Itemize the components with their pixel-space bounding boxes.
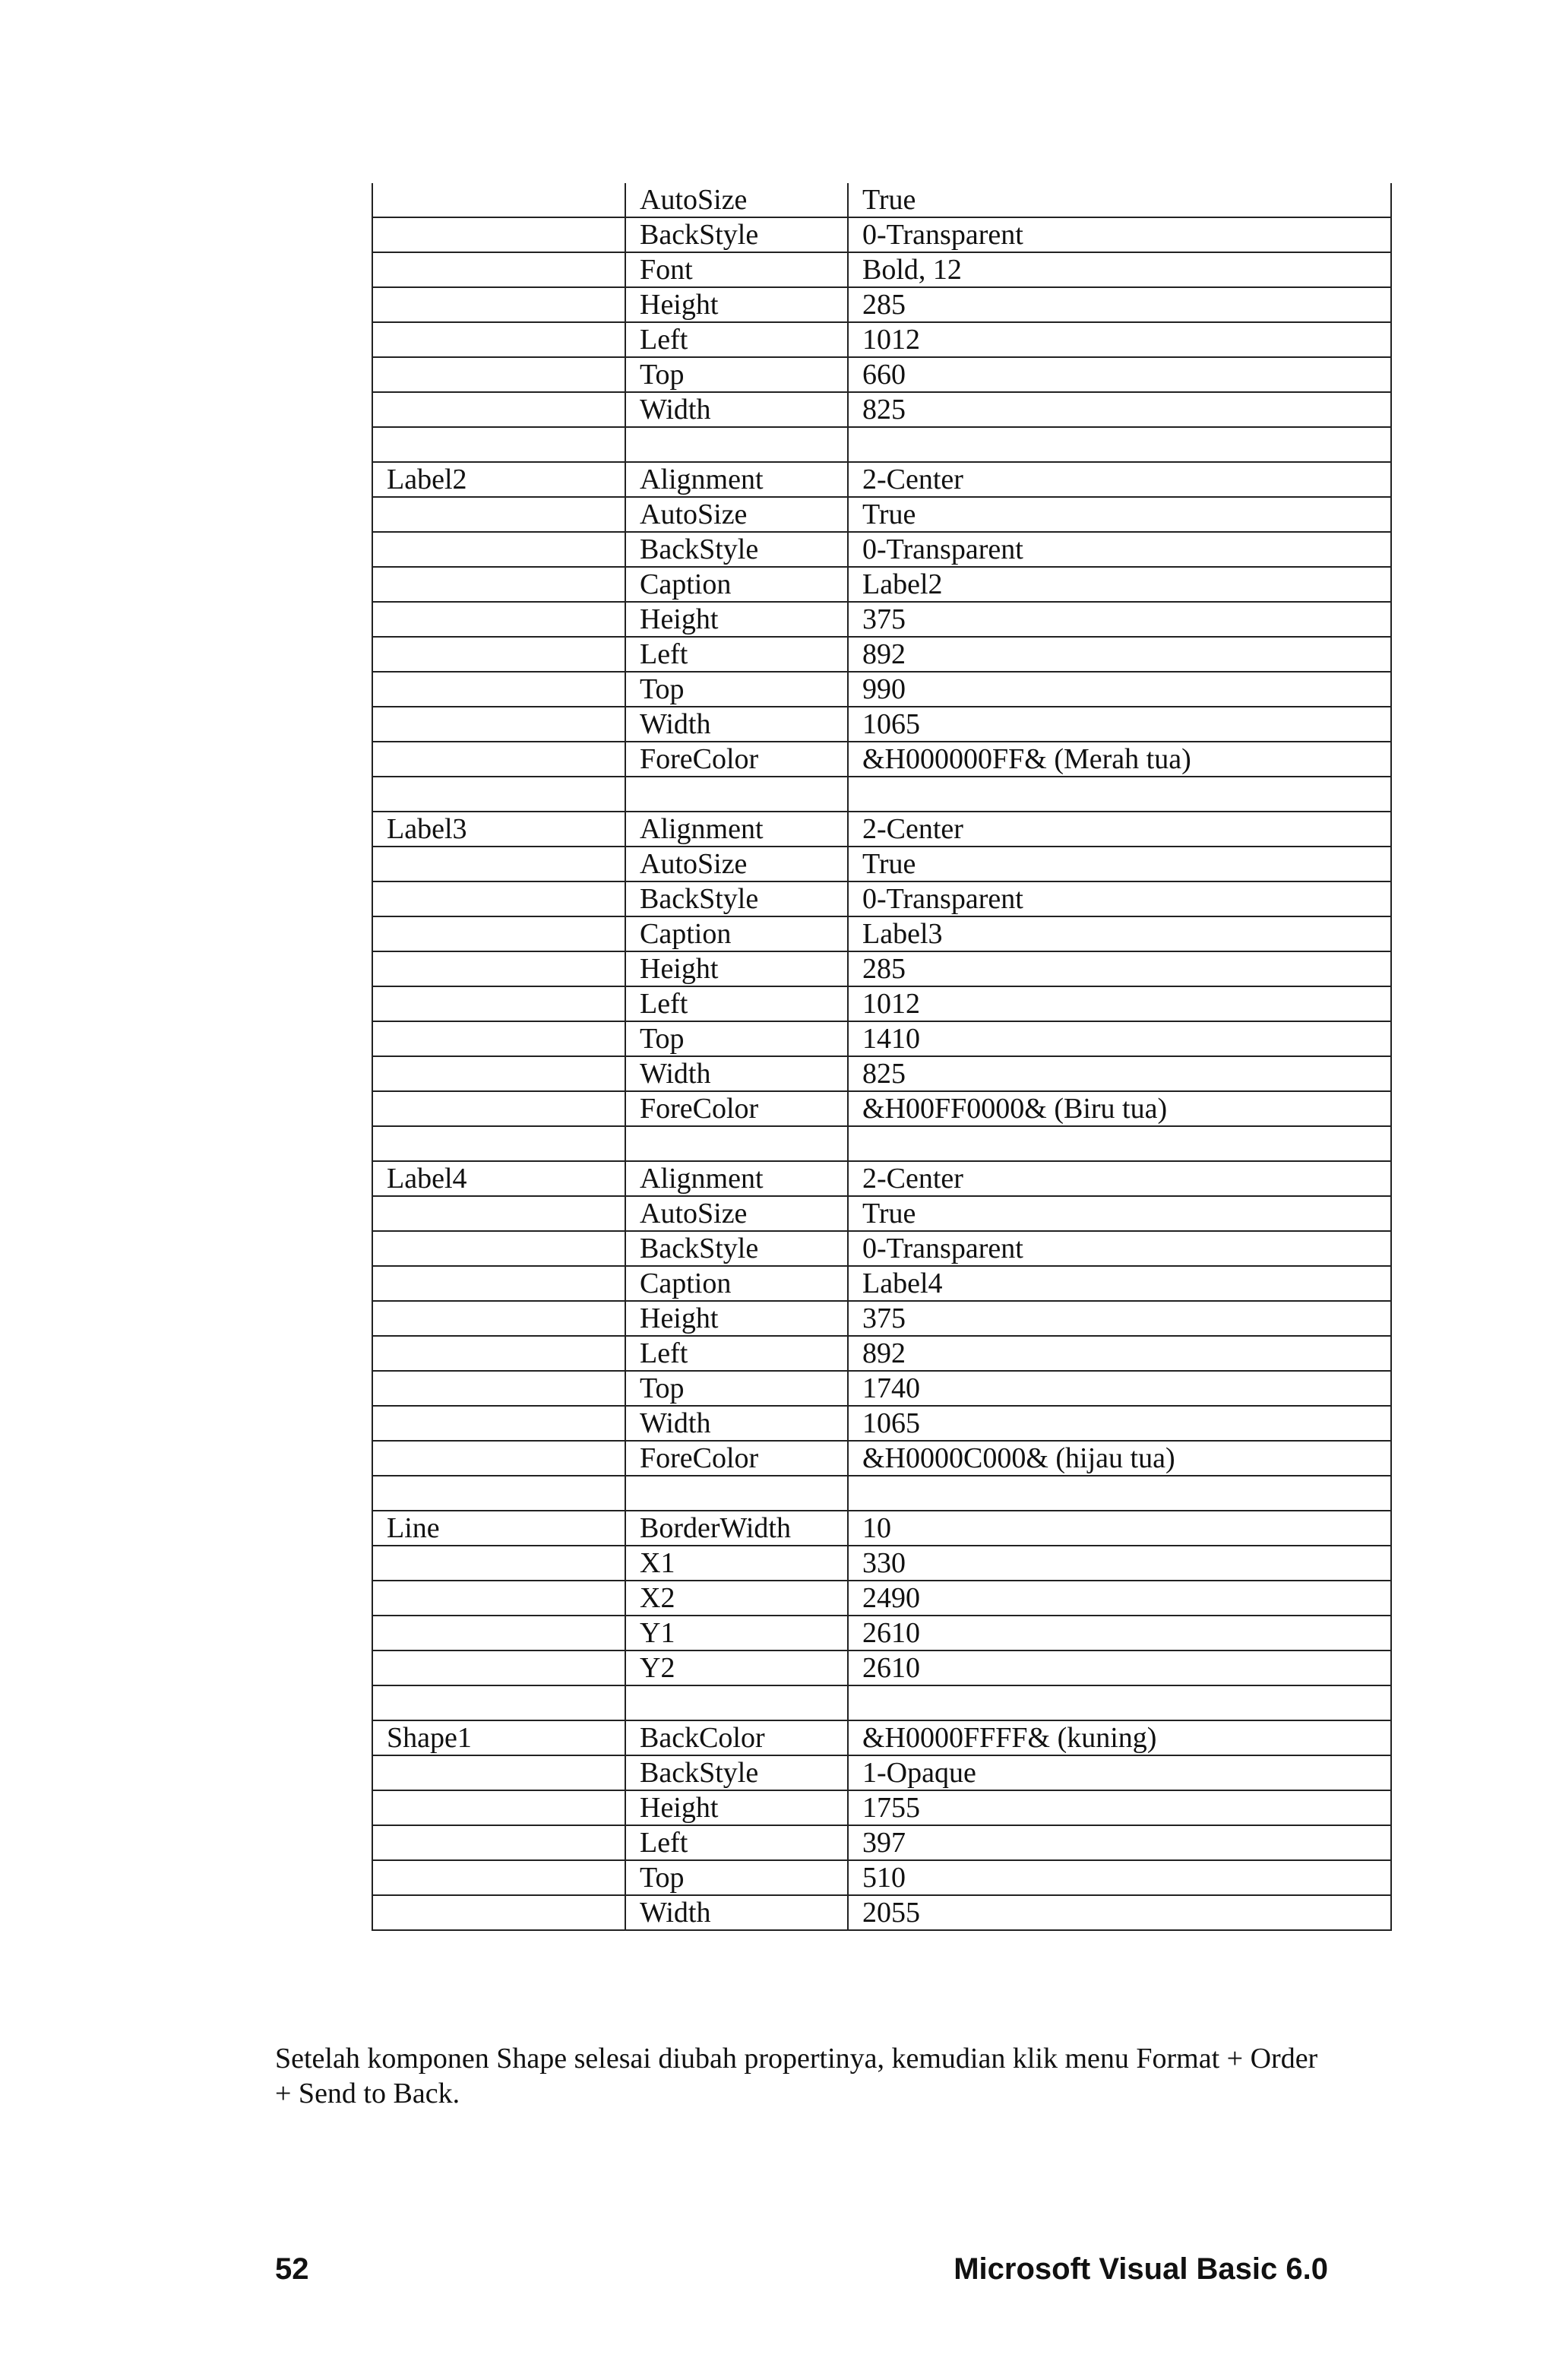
object-name-cell [372,1441,625,1476]
object-name-cell [372,1860,625,1895]
property-value-cell: Label3 [848,916,1391,951]
object-name-cell: Label3 [372,812,625,847]
table-row [372,1161,1391,1196]
property-name-cell: Left [625,322,848,357]
property-value-cell: 825 [848,1056,1391,1091]
property-name-cell: AutoSize [625,497,848,532]
table-row [372,427,1391,462]
object-name-cell [372,1266,625,1301]
table-row [372,951,1391,986]
object-name-cell [372,1476,625,1511]
property-value-cell: 892 [848,1336,1391,1371]
property-name-cell: Height [625,951,848,986]
table-row [372,1860,1391,1895]
table-row [372,1790,1391,1825]
object-name-cell [372,986,625,1021]
object-name-cell [372,497,625,532]
property-value-cell: 397 [848,1825,1391,1860]
object-name-cell: Label4 [372,1161,625,1196]
property-value-cell: Label4 [848,1266,1391,1301]
property-name-cell: Y2 [625,1650,848,1685]
property-value-cell: 10 [848,1511,1391,1546]
instruction-paragraph: Setelah komponen Shape selesai diubah propertinya, kemudian klik menu Format + Order + Send to Back. [275,2043,1318,2109]
table-row [372,532,1391,567]
table-row [372,462,1391,497]
property-name-cell: Caption [625,916,848,951]
property-value-cell: Bold, 12 [848,252,1391,287]
property-name-cell: BackStyle [625,1231,848,1266]
object-name-cell [372,183,625,217]
property-value-cell [848,777,1391,812]
object-name-cell [372,392,625,427]
table-row [372,252,1391,287]
object-name-cell [372,1196,625,1231]
table-row [372,1091,1391,1126]
table-row [372,567,1391,602]
property-name-cell: Left [625,1336,848,1371]
property-value-cell: &H000000FF& (Merah tua) [848,742,1391,777]
property-name-cell: Width [625,1056,848,1091]
table-row [372,1021,1391,1056]
object-name-cell: Line [372,1511,625,1546]
property-value-cell: 375 [848,1301,1391,1336]
table-row [372,1056,1391,1091]
object-name-cell [372,637,625,672]
object-name-cell: Label2 [372,462,625,497]
property-value-cell: 1012 [848,986,1391,1021]
table-row [372,1546,1391,1581]
table-row [372,1581,1391,1616]
property-name-cell: Left [625,637,848,672]
table-row [372,847,1391,881]
property-value-cell: 0-Transparent [848,217,1391,252]
object-name-cell: Shape1 [372,1720,625,1755]
property-name-cell: X1 [625,1546,848,1581]
property-value-cell: &H0000FFFF& (kuning) [848,1720,1391,1755]
property-name-cell: ForeColor [625,1091,848,1126]
properties-table [372,183,1392,1931]
object-name-cell [372,1790,625,1825]
property-value-cell: 2490 [848,1581,1391,1616]
property-name-cell [625,1476,848,1511]
table-row [372,1476,1391,1511]
property-name-cell: Width [625,707,848,742]
property-value-cell: 510 [848,1860,1391,1895]
property-value-cell: 285 [848,287,1391,322]
object-name-cell [372,1895,625,1930]
table-row [372,1231,1391,1266]
object-name-cell [372,1336,625,1371]
table-row [372,986,1391,1021]
object-name-cell [372,1616,625,1650]
table-row [372,322,1391,357]
property-name-cell: BorderWidth [625,1511,848,1546]
property-name-cell [625,1685,848,1720]
object-name-cell [372,1546,625,1581]
object-name-cell [372,707,625,742]
property-value-cell: 1740 [848,1371,1391,1406]
table-row [372,357,1391,392]
object-name-cell [372,1231,625,1266]
property-name-cell: X2 [625,1581,848,1616]
table-row [372,1720,1391,1755]
property-name-cell: Left [625,986,848,1021]
property-name-cell [625,777,848,812]
table-row [372,217,1391,252]
property-value-cell [848,1685,1391,1720]
property-value-cell: 990 [848,672,1391,707]
property-name-cell: Font [625,252,848,287]
object-name-cell [372,1825,625,1860]
property-value-cell: 1012 [848,322,1391,357]
property-name-cell: BackStyle [625,217,848,252]
property-value-cell: 2610 [848,1616,1391,1650]
object-name-cell [372,532,625,567]
property-name-cell: AutoSize [625,1196,848,1231]
property-name-cell: Left [625,1825,848,1860]
table-row [372,1301,1391,1336]
property-name-cell: Top [625,672,848,707]
object-name-cell [372,217,625,252]
object-name-cell [372,567,625,602]
property-value-cell: True [848,1196,1391,1231]
object-name-cell [372,1650,625,1685]
table-row [372,287,1391,322]
property-value-cell: 330 [848,1546,1391,1581]
object-name-cell [372,602,625,637]
property-name-cell: Top [625,357,848,392]
object-name-cell [372,427,625,462]
property-name-cell: Caption [625,1266,848,1301]
property-value-cell: True [848,183,1391,217]
property-value-cell: Label2 [848,567,1391,602]
property-value-cell: 2-Center [848,462,1391,497]
property-name-cell: Caption [625,567,848,602]
object-name-cell [372,1685,625,1720]
table-row [372,1441,1391,1476]
table-row [372,1126,1391,1161]
property-name-cell: Height [625,602,848,637]
property-name-cell: Height [625,1790,848,1825]
property-value-cell: True [848,497,1391,532]
property-name-cell: Alignment [625,1161,848,1196]
table-row [372,1336,1391,1371]
table-row [372,707,1391,742]
property-name-cell: Top [625,1021,848,1056]
table-row [372,672,1391,707]
table-row [372,602,1391,637]
property-value-cell: 1755 [848,1790,1391,1825]
table-row [372,812,1391,847]
property-name-cell: BackColor [625,1720,848,1755]
property-value-cell: True [848,847,1391,881]
table-row [372,742,1391,777]
property-name-cell: BackStyle [625,1755,848,1790]
object-name-cell [372,1126,625,1161]
object-name-cell [372,847,625,881]
property-value-cell: 2055 [848,1895,1391,1930]
object-name-cell [372,1301,625,1336]
object-name-cell [372,287,625,322]
property-value-cell: &H0000C000& (hijau tua) [848,1441,1391,1476]
property-name-cell: ForeColor [625,742,848,777]
property-name-cell: Width [625,1895,848,1930]
table-row [372,916,1391,951]
property-name-cell: Y1 [625,1616,848,1650]
property-value-cell: 1065 [848,707,1391,742]
table-row [372,497,1391,532]
object-name-cell [372,916,625,951]
property-value-cell: 1065 [848,1406,1391,1441]
object-name-cell [372,1755,625,1790]
object-name-cell [372,1056,625,1091]
table-row [372,1196,1391,1231]
object-name-cell [372,951,625,986]
table-row [372,881,1391,916]
property-value-cell: 0-Transparent [848,881,1391,916]
property-name-cell: AutoSize [625,183,848,217]
table-row [372,1406,1391,1441]
object-name-cell [372,1581,625,1616]
property-value-cell [848,427,1391,462]
table-row [372,392,1391,427]
property-name-cell: Alignment [625,812,848,847]
property-value-cell: 1-Opaque [848,1755,1391,1790]
property-name-cell: BackStyle [625,881,848,916]
page-number: 52 [275,2252,309,2286]
table-row [372,1895,1391,1930]
property-value-cell [848,1476,1391,1511]
property-name-cell [625,427,848,462]
property-value-cell: 0-Transparent [848,1231,1391,1266]
property-value-cell: 825 [848,392,1391,427]
object-name-cell [372,1406,625,1441]
property-name-cell: BackStyle [625,532,848,567]
table-row [372,1616,1391,1650]
object-name-cell [372,1091,625,1126]
table-row [372,1825,1391,1860]
property-name-cell: Width [625,392,848,427]
property-name-cell: Top [625,1860,848,1895]
table-row [372,1650,1391,1685]
table-row [372,1511,1391,1546]
property-value-cell: 285 [848,951,1391,986]
property-value-cell: 375 [848,602,1391,637]
table-row [372,1266,1391,1301]
object-name-cell [372,742,625,777]
property-name-cell [625,1126,848,1161]
property-value-cell: 2610 [848,1650,1391,1685]
table-row [372,637,1391,672]
object-name-cell [372,322,625,357]
property-name-cell: ForeColor [625,1441,848,1476]
property-name-cell: Alignment [625,462,848,497]
table-row [372,1755,1391,1790]
table-row [372,1685,1391,1720]
property-value-cell: 2-Center [848,1161,1391,1196]
object-name-cell [372,252,625,287]
object-name-cell [372,881,625,916]
property-value-cell: 0-Transparent [848,532,1391,567]
object-name-cell [372,357,625,392]
property-name-cell: Width [625,1406,848,1441]
object-name-cell [372,1021,625,1056]
property-value-cell: 660 [848,357,1391,392]
object-name-cell [372,672,625,707]
property-name-cell: Top [625,1371,848,1406]
table-row [372,183,1391,217]
property-name-cell: AutoSize [625,847,848,881]
property-value-cell [848,1126,1391,1161]
property-value-cell: 892 [848,637,1391,672]
property-value-cell: 2-Center [848,812,1391,847]
property-value-cell: 1410 [848,1021,1391,1056]
property-name-cell: Height [625,1301,848,1336]
table-row [372,1371,1391,1406]
object-name-cell [372,1371,625,1406]
properties-table-body [372,183,1391,1930]
property-name-cell: Height [625,287,848,322]
table-row [372,777,1391,812]
object-name-cell [372,777,625,812]
property-value-cell: &H00FF0000& (Biru tua) [848,1091,1391,1126]
book-title: Microsoft Visual Basic 6.0 [954,2252,1328,2286]
